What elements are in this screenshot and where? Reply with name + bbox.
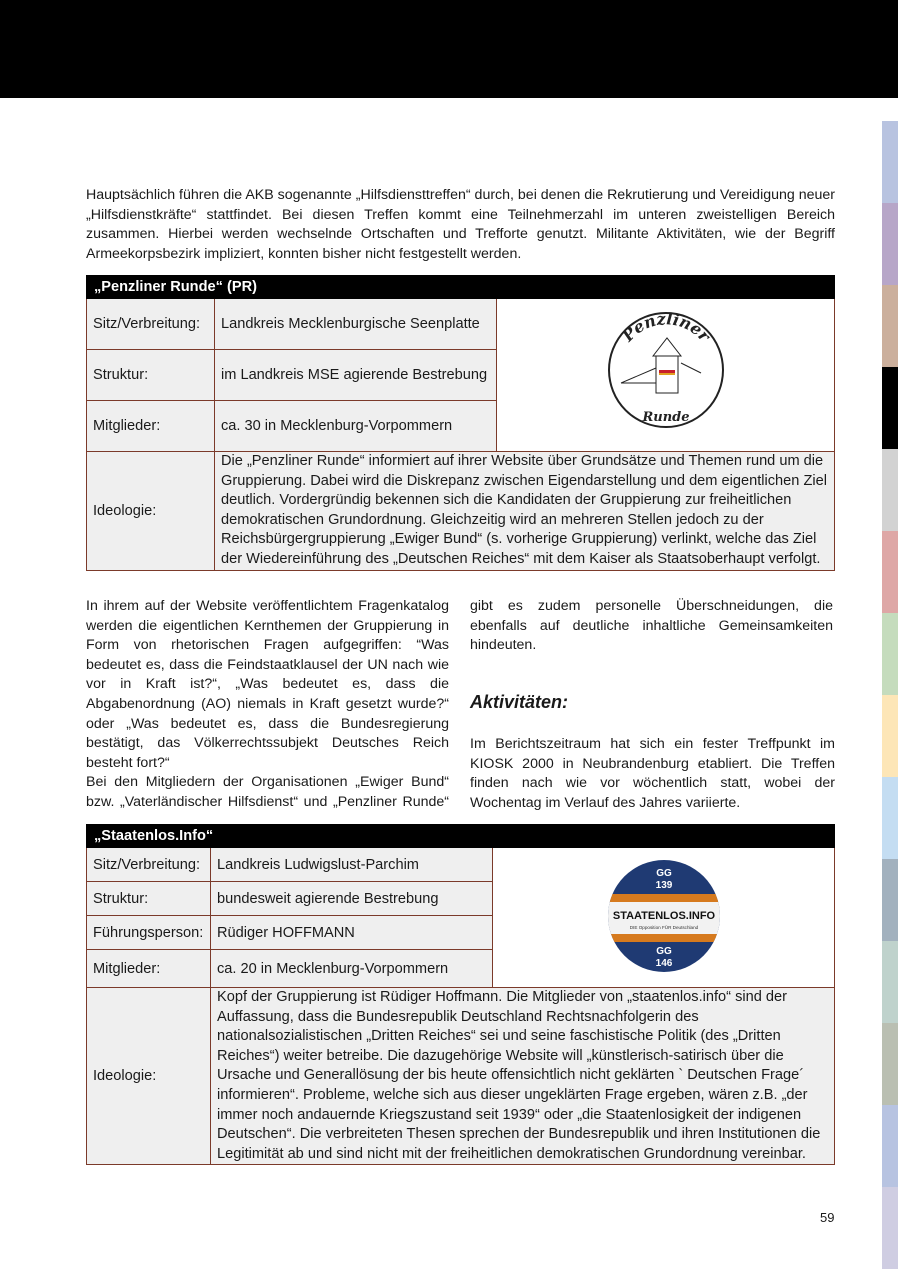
staatenlos-logo-cell xyxy=(493,848,835,988)
row-value: bundesweit agierende Bestrebung xyxy=(211,882,493,916)
row-value: im Landkreis MSE agierende Bestrebung xyxy=(215,350,497,401)
chapter-tab-12 xyxy=(882,1023,898,1105)
logo-text-bottom: Runde xyxy=(641,410,690,425)
chapter-tab-4 xyxy=(882,367,898,449)
logo-subtitle: DIE Opposition FÜR Deutschland xyxy=(629,924,698,930)
logo-gg-bottom: GG xyxy=(655,945,672,957)
logo-number-top: 139 xyxy=(655,879,672,891)
ideology-label: Ideologie: xyxy=(87,452,215,571)
chapter-tab-10 xyxy=(882,859,898,941)
row-label: Sitz/Verbreitung: xyxy=(87,848,211,882)
chapter-tab-7 xyxy=(882,613,898,695)
row-value: ca. 30 in Mecklenburg-Vorpommern xyxy=(215,401,497,452)
row-value: ca. 20 in Mecklenburg-Vorpommern xyxy=(211,950,493,988)
staatenlos-logo xyxy=(604,856,724,976)
logo-name: STAATENLOS.INFO xyxy=(612,909,715,922)
chapter-tab-8 xyxy=(882,695,898,777)
chapter-tab-5 xyxy=(882,449,898,531)
logo-gg-top: GG xyxy=(655,867,672,879)
chapter-tab-2 xyxy=(882,203,898,285)
table-title: „Penzliner Runde“ (PR) xyxy=(87,276,835,299)
right-column-continuation: gibt es zudem personelle Überschneidungen, die ebenfalls auf deutliche inhaltliche Gemeinsamkeiten hindeuten. xyxy=(470,598,833,654)
continued-paragraph-left xyxy=(86,773,449,813)
logo-number-bottom: 146 xyxy=(655,957,672,969)
row-value: Landkreis Mecklenburgische Seenplatte xyxy=(215,299,497,350)
staatenlos-info-table xyxy=(86,824,835,1165)
row-label: Struktur: xyxy=(87,882,211,916)
left-column-paragraph-1: In ihrem auf der Website veröffentlichtem Fragenkatalog werden die eigentlichen Kernthemen der Gruppierung in Form von rhetorischen Fragen aufgegriffen: “Was bedeutet es, dass die Feindstaatklausel der UN nach wie vor in Kraft ist?“, „Was bedeutet es, dass die Abgabenordnung (AO) niemals in Kraft gesetzt wurde?“ oder „Was bedeutet es, dass die Bundesregierung bestätigt, das Völkerrechtssubjekt Deutsches Reich besteht fort?“ xyxy=(86,598,449,771)
chapter-tab-14 xyxy=(882,1187,898,1269)
penzliner-logo-cell xyxy=(497,299,835,452)
ideology-text: Kopf der Gruppierung ist Rüdiger Hoffmann. Die Mitglieder von „staatenlos.info“ sind der Auffassung, dass die Bundesrepublik Deutschland Rechtsnachfolgerin des nationalsozialistischen „Dritten Reiches“ sei und seine faschistische Politik (des „Dritten Reiches“) weiter betreibe. Die dazugehörige Website will „künstlerisch-satirisch über die Ursache und Generallösung der bis heute offensichtlich nicht geklärten ` Deutschen Frage´ informieren“. Probleme, welche sich aus dieser ungeklärten Frage ergeben, wären z.B. „der immer noch andauernde Kriegszustand seit 1939“ oder „die Staatenlosigkeit der indigenen Deutschen“. Die verbreiteten Thesen sprechen der Bundesrepublik und ihren Institutionen die Legitimität ab und sind nicht mit der freiheitlichen demokratischen Grundordnung vereinbar. xyxy=(211,988,835,1165)
chapter-tab-11 xyxy=(882,941,898,1023)
intro-paragraph: Hauptsächlich führen die AKB sogenannte „Hilfsdiensttreffen“ durch, bei denen die Rekrutierung und Vereidigung neuer „Hilfsdienstkräfte“ stattfindet. Bei diesen Treffen kommt eine Teilnehmerzahl im unteren zweistelligen Bereich zusammen. Hierbei werden wechselnde Ortschaften und Trefforte genutzt. Militante Aktivitäten, wie der Begriff Armeekorpsbezirk impliziert, konnten bisher nicht festgestellt werden. xyxy=(86,187,836,262)
row-label: Führungsperson: xyxy=(87,916,211,950)
row-label: Struktur: xyxy=(87,350,215,401)
row-label: Mitglieder: xyxy=(87,401,215,452)
activities-paragraph: Im Berichtszeitraum hat sich ein fester Treffpunkt im KIOSK 2000 in Neubrandenburg etabliert. Die Treffen finden nach wie vor wöchentlich statt, wobei der Wochentag im Verlauf des Jahres variierte. xyxy=(470,736,835,811)
penzliner-logo xyxy=(601,308,731,438)
ideology-text: Die „Penzliner Runde“ informiert auf ihrer Website über Grundsätze und Themen rund um die Gruppierung. Dabei wird die Diskrepanz zwischen Eigendarstellung und dem eigentlichen Ziel deutlich. Vordergründig bekennen sich die Kandidaten der Gruppierung zur freiheitlichen demokratischen Grundordnung. Gleichzeitig wird an mehreren Stellen jedoch zu der Reichsbürgergruppierung „Ewiger Bund“ (s. vorherige Gruppierung) verlinkt, welche das Ziel der Wiedereinführung des „Deutschen Reiches“ mit dem Kaiser als Staatsoberhaupt verfolgt. xyxy=(215,452,835,571)
ideology-label: Ideologie: xyxy=(87,988,211,1165)
logo-text-top: Penzliner xyxy=(617,309,714,346)
top-black-bar xyxy=(0,0,898,98)
row-label: Mitglieder: xyxy=(87,950,211,988)
row-value: Rüdiger HOFFMANN xyxy=(211,916,493,950)
left-column-paragraph-2: Bei den Mitgliedern der Organisationen „Ewiger Bund“ bzw. „Vaterländischer Hilfsdienst“ und „Penzliner Runde“ xyxy=(86,774,449,810)
chapter-tab-9 xyxy=(882,777,898,859)
chapter-tab-3 xyxy=(882,285,898,367)
chapter-tab-1 xyxy=(882,121,898,203)
page-number: 59 xyxy=(820,1210,835,1225)
penzliner-runde-table xyxy=(86,275,835,571)
activities-heading: Aktivitäten: xyxy=(470,692,569,712)
row-label: Sitz/Verbreitung: xyxy=(87,299,215,350)
chapter-tab-6 xyxy=(882,531,898,613)
table-title: „Staatenlos.Info“ xyxy=(87,825,835,848)
row-value: Landkreis Ludwigslust-Parchim xyxy=(211,848,493,882)
chapter-color-tabs xyxy=(882,121,898,1269)
continued-paragraph-right xyxy=(470,597,835,657)
chapter-tab-13 xyxy=(882,1105,898,1187)
